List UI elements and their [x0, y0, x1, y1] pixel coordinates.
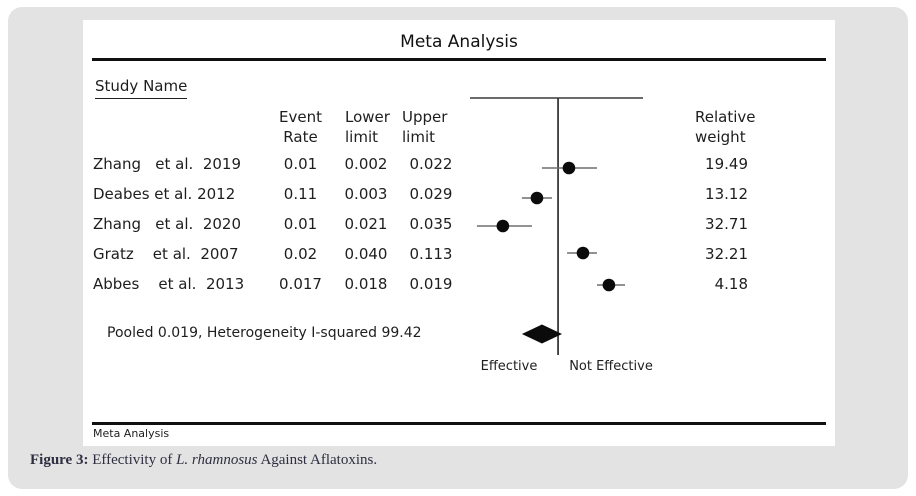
figure-caption-label: Figure 3:	[30, 452, 89, 468]
event-rate: 0.02	[283, 245, 318, 263]
relative-weight: 4.18	[714, 275, 748, 293]
relative-weight: 13.12	[705, 185, 748, 203]
column-header-line: Rate	[283, 128, 318, 146]
lower-limit: 0.018	[344, 275, 388, 293]
effect-estimate-dot	[577, 247, 590, 260]
column-header-line: limit	[345, 128, 378, 146]
column-header-line: Upper	[402, 108, 448, 126]
study-name: Deabes et al. 2012	[93, 185, 236, 203]
chart-title: Meta Analysis	[400, 32, 518, 52]
figure-card	[8, 7, 908, 489]
study-name-header: Study Name	[95, 77, 187, 99]
upper-limit: 0.035	[409, 215, 453, 233]
column-header-lower-limit	[345, 107, 390, 147]
table-row	[83, 269, 835, 299]
study-name: Abbes et al. 2013	[93, 275, 245, 293]
event-rate: 0.01	[283, 155, 318, 173]
study-name: Zhang et al. 2020	[93, 215, 242, 233]
column-header-relative-weight	[695, 107, 756, 147]
table-row	[83, 179, 835, 209]
figure-caption-species: L. rhamnosus	[176, 452, 258, 468]
lower-limit: 0.021	[344, 215, 388, 233]
study-name: Zhang et al. 2019	[93, 155, 242, 173]
relative-weight: 19.49	[705, 155, 748, 173]
event-rate: 0.01	[283, 215, 318, 233]
relative-weight: 32.21	[705, 245, 748, 263]
effect-estimate-dot	[497, 220, 510, 233]
upper-limit: 0.029	[409, 185, 453, 203]
figure-caption-text: Effectivity of	[88, 452, 177, 468]
event-rate: 0.017	[279, 275, 322, 293]
footer-rule	[92, 422, 826, 425]
figure-caption-text: Against Aflatoxins.	[257, 452, 378, 468]
lower-limit: 0.040	[344, 245, 388, 263]
footer-label: Meta Analysis	[93, 427, 170, 440]
axis-label-effective: Effective	[480, 359, 538, 374]
figure-caption	[30, 452, 377, 469]
effect-estimate-dot	[531, 192, 544, 205]
upper-limit: 0.019	[409, 275, 453, 293]
column-header-line: Event	[279, 108, 322, 126]
effect-estimate-dot	[563, 162, 576, 175]
column-header-line: weight	[695, 128, 746, 146]
table-row	[83, 149, 835, 179]
title-rule	[92, 58, 826, 61]
effect-estimate-dot	[603, 279, 616, 292]
pooled-note: Pooled 0.019, Heterogeneity I-squared 99.42	[107, 325, 422, 341]
axis-label-not-effective: Not Effective	[569, 359, 653, 374]
column-header-upper-limit	[402, 107, 447, 147]
upper-limit: 0.113	[409, 245, 453, 263]
relative-weight: 32.71	[705, 215, 748, 233]
column-header-line: Relative	[695, 108, 756, 126]
meta-analysis-panel	[83, 20, 835, 446]
forest-plot	[463, 90, 663, 375]
table-row	[83, 239, 835, 269]
pooled-diamond	[522, 325, 562, 344]
column-header-line: limit	[402, 128, 435, 146]
study-name: Gratz et al. 2007	[93, 245, 239, 263]
upper-limit: 0.022	[409, 155, 453, 173]
column-header-line: Lower	[345, 108, 390, 126]
event-rate: 0.11	[283, 185, 318, 203]
column-header-event-rate	[263, 107, 338, 147]
table-row	[83, 209, 835, 239]
lower-limit: 0.003	[344, 185, 388, 203]
lower-limit: 0.002	[344, 155, 388, 173]
